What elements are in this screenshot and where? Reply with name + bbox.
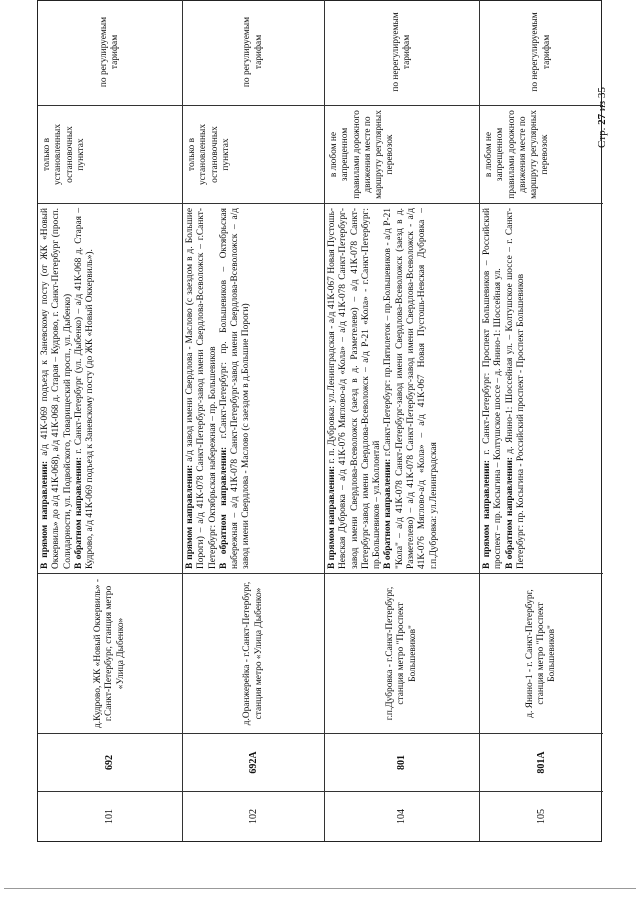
backward-text: г.Санкт-Петербург: пр. Большевиков – Октябрьская набережная – а/д 41К-078 Санкт-Петербург-завод имени Свердлова-Всеволожск – а/д завод имени Свердлова - Маслово (с заездом в д.Большие Пороги) [218, 208, 252, 569]
backward-title: В обратном направлении: [504, 457, 515, 569]
stop-order: только в установленных остановочных пунктах [183, 105, 325, 203]
tariff-type: по регулируемым тарифам [38, 0, 183, 105]
forward-title: В прямом направлении: [327, 465, 337, 569]
stop-order: в любом не запрещенном правилами дорожного движения месте по маршруту регулярных перевозок [325, 105, 480, 203]
forward-text: г. Санкт-Петербург: Проспект Большевиков – Российский проспект – пр. Косыгина – Колтушское шоссе – д. Янино-1: Шоссейная ул. [482, 208, 504, 569]
backward-title: В обратном направлении: [73, 457, 84, 569]
backward-title: В обратном направлении: [218, 446, 229, 569]
backward-direction [219, 208, 253, 569]
stop-order: в любом не запрещенном правилами дорожного движения месте по маршруту регулярных перевозок [480, 105, 603, 203]
route-name: д. Янино-1 - г. Санкт-Петербург, станция метро "Проспект Большевиков" [480, 573, 603, 733]
forward-direction [185, 208, 219, 569]
row-number: 105 [480, 791, 603, 841]
route-number: 801А [480, 733, 603, 791]
page-number [596, 70, 610, 148]
stop-order: только в установленных остановочных пунктах [38, 105, 183, 203]
forward-title: В прямом направлении: [185, 464, 195, 569]
tariff-type: по нерегулируемым тарифам [530, 12, 552, 92]
route-number: 692 [38, 733, 183, 791]
rotated-table-block [37, 0, 602, 842]
backward-text: г. Санкт-Петербург (ул. Дыбенко) – а/д 41К-068 д. Старая – Кудрово, а/д 41К-069 подъезд к Заневскому посту (до ЖК «Новый Оккервиль»). [73, 207, 96, 569]
backward-direction [383, 208, 439, 569]
page-label: Стр. [596, 127, 608, 148]
row-number: 104 [325, 791, 480, 841]
route-path [480, 203, 603, 573]
forward-text: г. п. Дубровка: ул.Ленинградская - а/д 41К-067 Новая Пустошь-Невская Дубровка – а/д 41К-076 Мяглово-а/д «Кола» – а/д 41К-078 Санкт-Петербург-завод имени Свердлова-Всеволожск (заезд в д. Разметелево) – а/д 41К-078 Санкт-Петербург-завод имени Свердлова-Всеволожск – а/д Р-21 «Кола» - г.Санкт-Петербург: пр.Большевиков – ул.Коллонтай [327, 208, 383, 569]
row-number: 101 [38, 791, 183, 841]
route-number: 692А [183, 733, 325, 791]
backward-text: д. Янино-1: Шоссейная ул. – Колтушское шоссе – г. Санкт-Петербург: пр. Косыгина - Российский проспект - Проспект Большевиков [504, 207, 526, 569]
page-total: 35 [596, 87, 608, 99]
forward-text: а/д завод имени Свердлова - Маслово (с заездом в д. Большие Пороги) – а/д 41К-078 Санкт-Петербург-завод имени Свердлова-Всеволожск – г.Санкт-Петербург: Октябрьская набережная – пр. Большевиков [185, 207, 218, 569]
route-number: 801 [325, 733, 480, 791]
scan-edge-line [4, 888, 636, 889]
backward-direction [74, 208, 97, 569]
tariff-type: по регулируемым тарифам [183, 0, 325, 105]
forward-title: В прямом направлении: [482, 460, 492, 569]
forward-direction [482, 208, 505, 569]
forward-text: а/д 41К-069 подъезд к Заневскому посту (от ЖК «Новый Оккервиль» до а/д 41К-068), а/д 41К-068 д. Старая – Кудрово, г. Санкт-Петербург (просп. Солидарности, ул. Подвойского, Товарищеский просп., ул. Дыбенко) [40, 208, 73, 569]
routes-table [37, 0, 602, 842]
page-current: 27 [596, 113, 608, 125]
route-path [325, 203, 480, 573]
route-path [38, 203, 183, 573]
page-of-label: из [596, 100, 608, 112]
route-name: г.п.Дубровка - г.Санкт-Петербург, станция метро "Проспект Большевиков" [325, 573, 480, 733]
forward-direction [327, 208, 383, 569]
route-name: д.Оранжерейка - г.Санкт-Петербург, станция метро «Улица Дыбенко» [183, 573, 325, 733]
backward-title: В обратном направлении: [383, 458, 394, 569]
row-number: 102 [183, 791, 325, 841]
route-path [183, 203, 325, 573]
forward-title: В прямом направлении: [40, 460, 50, 569]
forward-direction [40, 208, 74, 569]
backward-text: г.Санкт-Петербург: пр.Пятилеток – пр.Большевиков - а/д Р-21 "Кола" – а/д 41К-078 Санкт-Петербург-завод имени Свердлова-Всеволожск (заезд в д. Разметелево) – а/д 41К-078 Санкт-Петербург-завод имени Свердлова-Всеволожск - а/д 41К-076 Мяглово-а/д «Кола» – а/д 41К-067 Новая Пустошь-Невская Дубровка – г.п.Дубровка: ул.Ленинградская [383, 208, 439, 569]
tariff-type: по нерегулируемым тарифам [325, 0, 480, 105]
backward-direction [505, 208, 528, 569]
route-name: д.Кудрово, ЖК «Новый Оккервиль» - г.Санкт-Петербург, станция метро «Улица Дыбенко» [38, 573, 183, 733]
